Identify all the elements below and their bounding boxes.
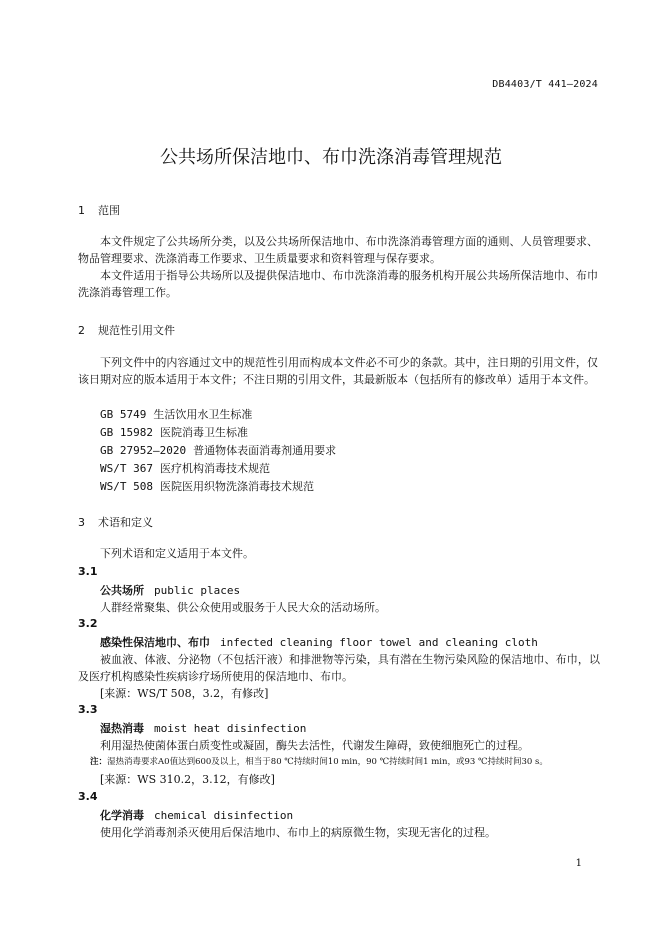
reference-code: GB 5749 — [100, 408, 147, 421]
term-english: moist heat disinfection — [154, 722, 307, 735]
term-chinese: 湿热消毒 — [100, 722, 144, 735]
reference-title: 医院消毒卫生标准 — [159, 426, 248, 439]
term-source: [来源：WS 310.2，3.12，有修改] — [100, 773, 275, 786]
term-chinese: 公共场所 — [100, 584, 144, 597]
reference-item — [100, 406, 252, 422]
scope-paragraph-2: 本文件适用于指导公共场所以及提供保洁地巾、布巾洗涤消毒的服务机构开展公共场所保洁地巾、布巾洗涤消毒管理工作。 — [78, 269, 598, 299]
reference-title: 普通物体表面消毒剂通用要求 — [193, 444, 337, 457]
term-source: [来源：WS/T 508，3.2，有修改] — [100, 687, 269, 700]
reference-item — [100, 424, 248, 440]
term-definition: 人群经常聚集、供公众使用或服务于人民大众的活动场所。 — [100, 601, 386, 614]
term-number: 3.2 — [78, 617, 98, 630]
page-number: 1 — [575, 858, 582, 869]
term-number: 3.1 — [78, 565, 98, 578]
term-definition: 使用化学消毒剂杀灭使用后保洁地巾、布巾上的病原微生物，实现无害化的过程。 — [100, 826, 496, 839]
section-number: 3 — [78, 516, 85, 529]
term-english: chemical disinfection — [154, 809, 294, 822]
section-title: 范围 — [98, 204, 120, 217]
note-text: 湿热消毒要求A0值达到600及以上，相当于80 ℃持续时间10 min，90 ℃持续时间1 min，或93 ℃持续时间30 s。 — [107, 757, 548, 767]
term-english: infected cleaning floor towel and cleaning cloth — [220, 636, 538, 649]
reference-code: WS/T 508 — [100, 480, 153, 493]
reference-title: 生活饮用水卫生标准 — [153, 408, 253, 421]
section-heading-terms — [78, 514, 153, 530]
reference-code: GB 27952—2020 — [100, 444, 187, 457]
term-chinese: 化学消毒 — [100, 809, 144, 822]
term-english: public places — [154, 584, 241, 597]
reference-title: 医疗机构消毒技术规范 — [159, 462, 270, 475]
term-number: 3.4 — [78, 790, 98, 803]
section-number: 2 — [78, 324, 85, 337]
term-definition: 被血液、体液、分泌物（不包括汗液）和排泄物等污染，具有潜在生物污染风险的保洁地巾、布巾，以及医疗机构感染性疾病诊疗场所使用的保洁地巾、布巾。 — [78, 653, 600, 683]
term-entry — [100, 634, 538, 650]
scope-paragraph-1: 本文件规定了公共场所分类，以及公共场所保洁地巾、布巾洗涤消毒管理方面的通则、人员管理要求、物品管理要求、洗涤消毒工作要求、卫生质量要求和资料管理与保存要求。 — [78, 235, 598, 265]
section-title: 术语和定义 — [98, 516, 153, 529]
reference-item — [100, 478, 314, 494]
reference-code: WS/T 367 — [100, 462, 153, 475]
term-definition: 利用湿热使菌体蛋白质变性或凝固，酶失去活性，代谢发生障碍，致使细胞死亡的过程。 — [100, 739, 529, 752]
document-id: DB4403/T 441—2024 — [492, 79, 598, 90]
section-heading-scope — [78, 202, 120, 218]
term-entry — [100, 582, 240, 598]
section-title: 规范性引用文件 — [98, 324, 175, 337]
note-label: 注： — [90, 757, 108, 767]
reference-item — [100, 460, 270, 476]
page-title: 公共场所保洁地巾、布巾洗涤消毒管理规范 — [160, 147, 502, 168]
reference-title: 医院医用织物洗涤消毒技术规范 — [159, 480, 314, 493]
references-intro: 下列文件中的内容通过文中的规范性引用而构成本文件必不可少的条款。其中，注日期的引用文件，仅该日期对应的版本适用于本文件；不注日期的引用文件，其最新版本（包括所有的修改单）适用于本文件。 — [78, 356, 598, 386]
term-number: 3.3 — [78, 703, 98, 716]
term-entry — [100, 807, 293, 823]
reference-item — [100, 442, 336, 458]
term-entry — [100, 720, 306, 736]
term-chinese: 感染性保洁地巾、布巾 — [100, 636, 210, 649]
term-note — [90, 755, 548, 767]
reference-code: GB 15982 — [100, 426, 153, 439]
section-number: 1 — [78, 204, 85, 217]
section-heading-references — [78, 322, 175, 338]
terms-intro: 下列术语和定义适用于本文件。 — [100, 547, 254, 560]
